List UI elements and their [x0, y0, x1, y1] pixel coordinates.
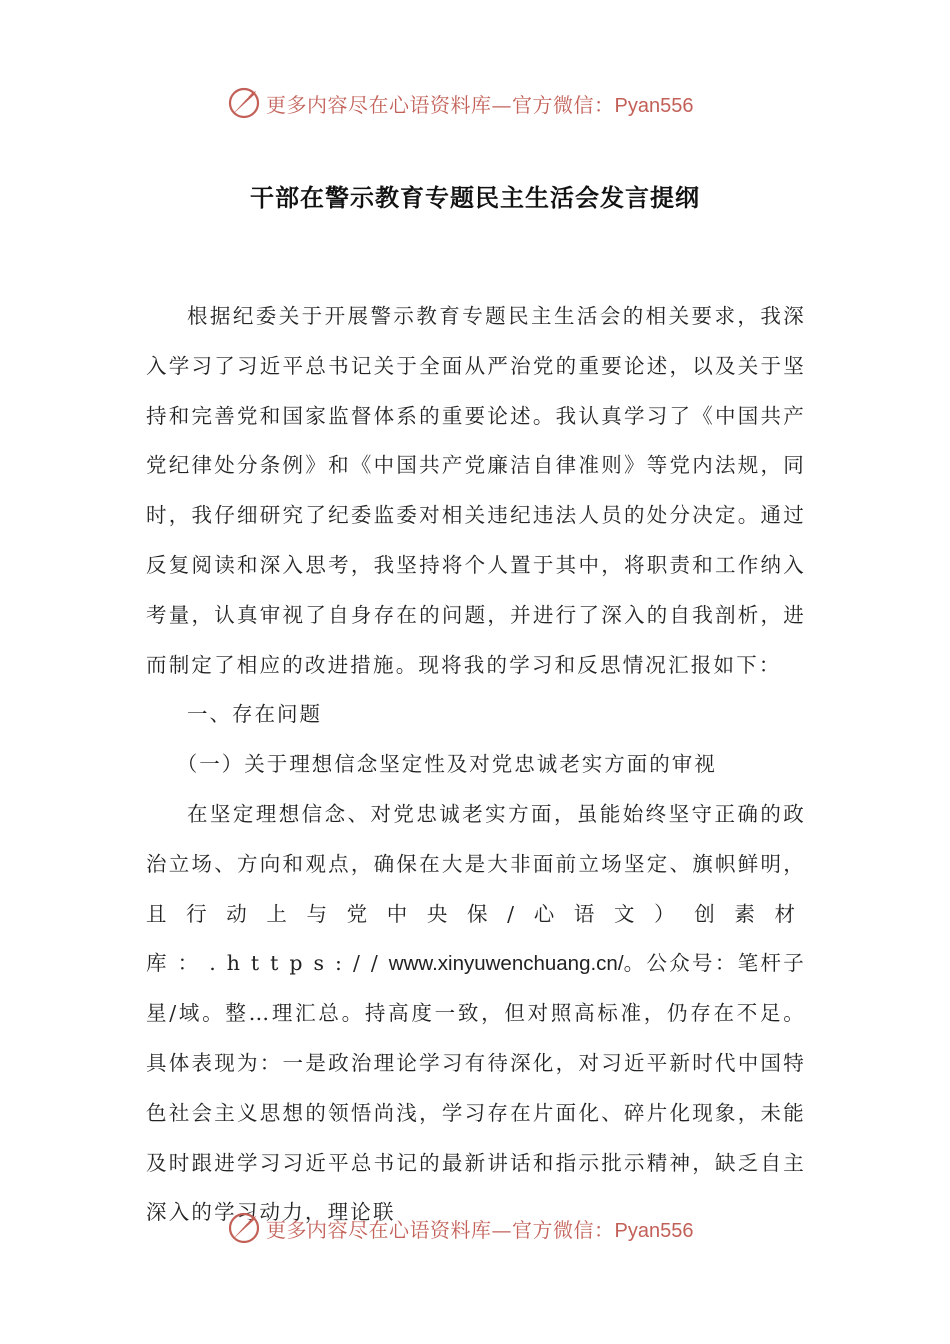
document-body — [146, 292, 806, 1238]
source-url: www.xinyuwenchuang.cn/ — [388, 952, 624, 976]
para2-rest: 。公众号：笔杆子星/域。整…理汇总。持高度一致，但对照高标准，仍存在不足。具体表现为：一是政治理论学习有待深化，对习近平新时代中国特色社会主义思想的领悟尚浅，学习存在片面化、碎片化现象，未能及时跟进学习习近平总书记的最新讲话和指示批示精神，缺乏自主深入的学习动力，理论联 — [146, 951, 806, 1225]
subsection-heading: （一）关于理想信念坚定性及对党忠诚老实方面的审视 — [176, 752, 717, 777]
watermark-text: 更多内容尽在心语资料库—官方微信：Pyan556 — [266, 1217, 694, 1242]
para2-line1: 在坚定理想信念、对党忠诚老实方面，虽能始终坚守正确的政治立场、方向和观点，确保在大是大非面前立场坚定、旗帜鲜明， — [146, 801, 806, 876]
wechat-id: Pyan556 — [614, 94, 694, 117]
para2-line2: 且行动上与党中央保/心语文）创素材库：.https:// — [146, 901, 806, 976]
quill-logo-icon — [226, 85, 262, 121]
quill-logo-icon — [226, 1210, 262, 1246]
body-paragraph — [146, 790, 806, 1238]
watermark-banner-top — [0, 83, 950, 123]
watermark-banner-bottom — [0, 1208, 950, 1248]
document-title: 干部在警示教育专题民主生活会发言提纲 — [250, 183, 700, 212]
section-heading: 一、存在问题 — [187, 702, 322, 727]
watermark-text: 更多内容尽在心语资料库—官方微信：Pyan556 — [266, 92, 694, 117]
intro-paragraph: 根据纪委关于开展警示教育专题民主生活会的相关要求，我深入学习了习近平总书记关于全面从严治党的重要论述，以及关于坚持和完善党和国家监督体系的重要论述。我认真学习了《中国共产党纪律处分条例》和《中国共产党廉洁自律准则》等党内法规，同时，我仔细研究了纪委监委对相关违纪违法人员的处分决定。通过反复阅读和深入思考，我坚持将个人置于其中，将职责和工作纳入考量，认真审视了自身存在的问题，并进行了深入的自我剖析，进而制定了相应的改进措施。现将我的学习和反思情况汇报如下： — [146, 304, 806, 677]
wechat-id: Pyan556 — [614, 1219, 694, 1242]
